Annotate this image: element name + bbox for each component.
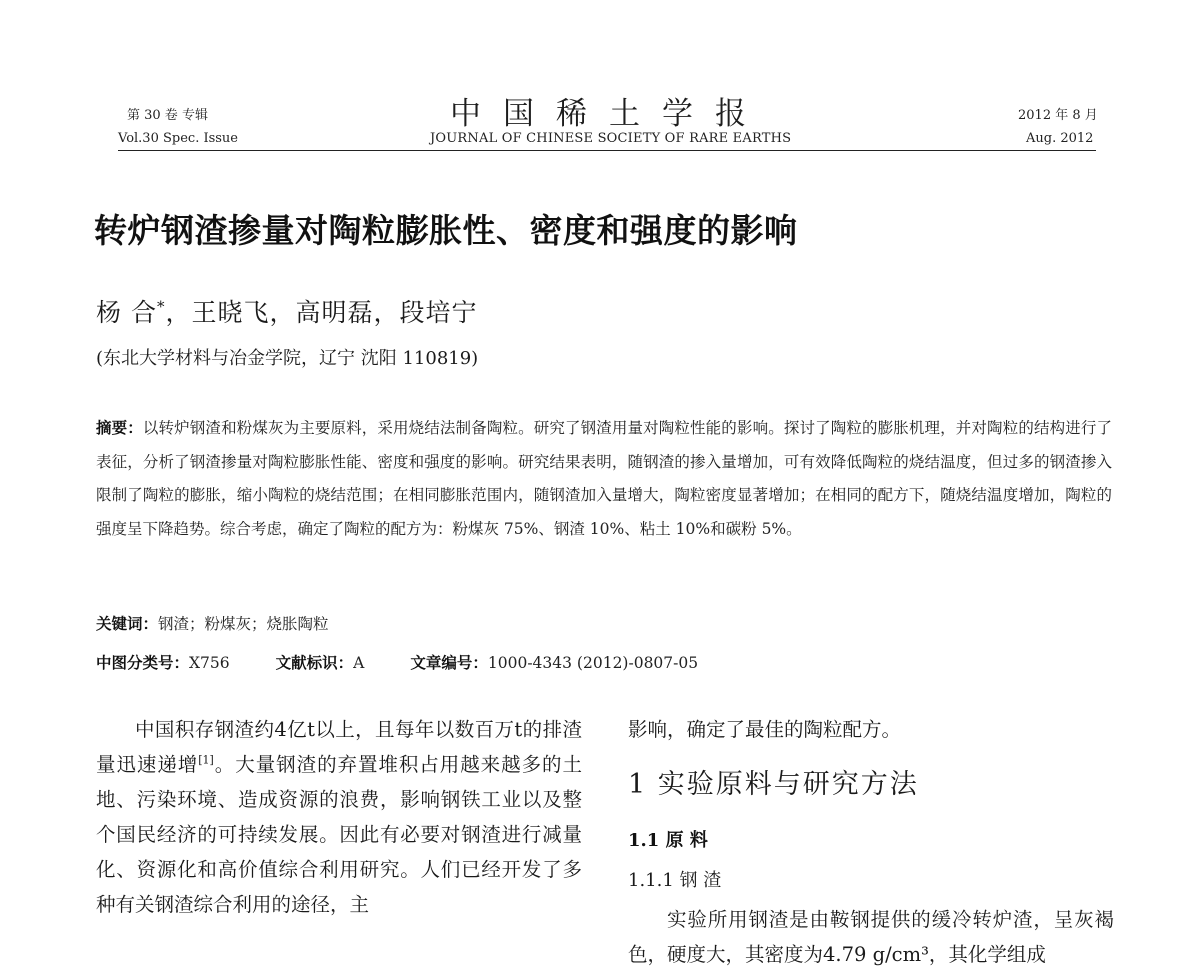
header-rule [118,150,1096,151]
article-id-label: 文章编号： [410,653,488,672]
keywords [96,612,329,634]
materials-text: 实验所用钢渣是由鞍钢提供的缓冷转炉渣，呈灰褐色，硬度大，其密度为4.79 g/cm³，其化学组成 [628,908,1114,966]
journal-title-cn: 中国稀土学报 [450,96,768,132]
body-left-column [96,712,582,922]
clc-value: X756 [189,654,230,672]
keywords-text: 钢渣；粉煤灰；烧胀陶粒 [158,615,329,633]
doc-label: 文献标识： [275,653,354,672]
affiliation: (东北大学材料与冶金学院，辽宁 沈阳 110819) [96,348,479,369]
subsubsection-heading-1-1-1: 1.1.1 钢 渣 [628,870,722,891]
article-title: 转炉钢渣掺量对陶粒膨胀性、密度和强度的影响 [94,211,798,250]
volume-cn: 第 30 卷 专辑 [127,108,208,123]
journal-title-en: JOURNAL OF CHINESE SOCIETY OF RARE EARTHS [430,131,792,146]
subsection-heading-1-1: 1.1 原 料 [628,830,708,851]
doc-value: A [353,654,365,672]
citation-ref[interactable]: [1] [198,753,214,767]
intro-text-a: 中国积存钢渣约4亿t以上，且每年以数百万t的排渣量迅速递增 [96,718,582,776]
author-list [96,293,477,329]
materials-paragraph [628,902,1114,972]
clc-label: 中图分类号： [96,653,190,672]
classification-line [96,651,698,673]
other-authors: ，王晓飞，高明磊，段培宁 [165,298,478,327]
abstract-label: 摘要： [96,418,143,437]
abstract-text: 以转炉钢渣和粉煤灰为主要原料，采用烧结法制备陶粒。研究了钢渣用量对陶粒性能的影响。探讨了陶粒的膨胀机理，并对陶粒的结构进行了表征，分析了钢渣掺量对陶粒膨胀性能、密度和强度的影响。研究结果表明，随钢渣的掺入量增加，可有效降低陶粒的烧结温度，但过多的钢渣掺入限制了陶粒的膨胀，缩小陶粒的烧结范围；在相同膨胀范围内，随钢渣加入量增大，陶粒密度显著增加；在相同的配方下，随烧结温度增加，陶粒的强度呈下降趋势。综合考虑，确定了陶粒的配方为：粉煤灰 75%、钢渣 10%、粘土 10%和碳粉 5%。 [96,419,1112,538]
section-heading-1: 1 实验原料与研究方法 [628,769,919,800]
article-id-value: 1000-4343 (2012)-0807-05 [487,654,699,672]
corresponding-mark: * [156,297,166,316]
keywords-label: 关键词： [96,614,159,633]
first-author: 杨 合 [96,298,157,327]
abstract [96,411,1112,546]
volume-en: Vol.30 Spec. Issue [118,131,238,146]
issue-date-cn: 2012 年 8 月 [1018,108,1098,123]
body-right-column [628,712,1114,747]
intro-continued: 影响，确定了最佳的陶粒配方。 [628,718,902,741]
intro-text-b: 。大量钢渣的弃置堆积占用越来越多的土地、污染环境、造成资源的浪费，影响钢铁工业以及整个国民经济的可持续发展。因此有必要对钢渣进行减量化、资源化和高价值综合利用研究。人们已经开发了多种有关钢渣综合利用的途径，主 [96,753,582,916]
intro-paragraph [96,712,582,922]
issue-date-en: Aug. 2012 [1026,131,1094,146]
